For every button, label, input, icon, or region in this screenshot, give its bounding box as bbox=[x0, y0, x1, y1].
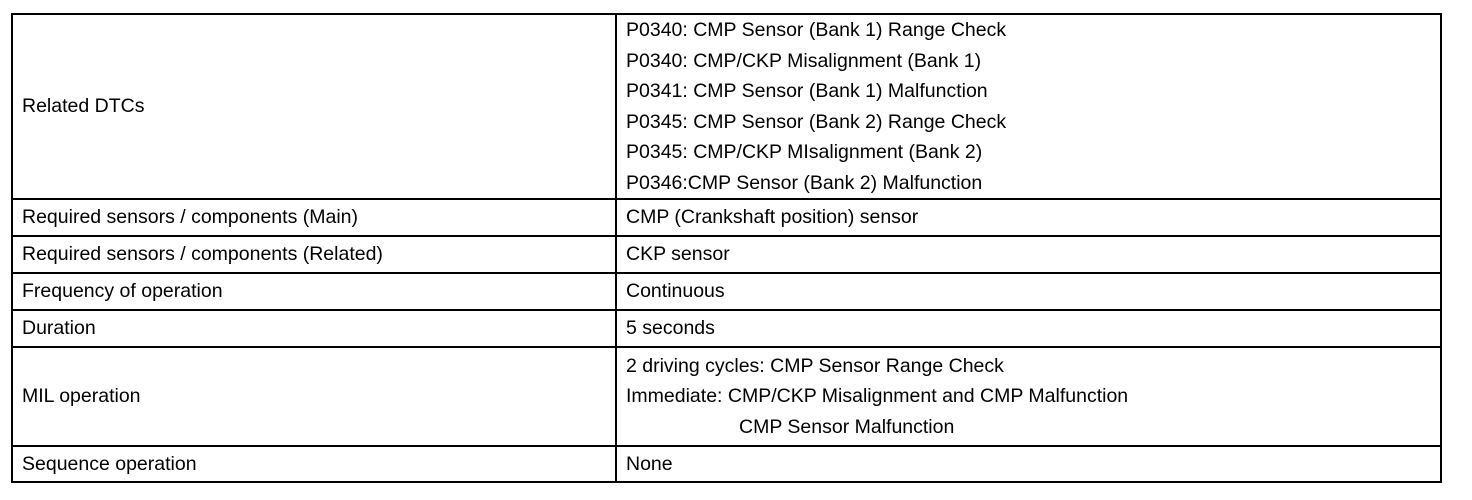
dtc-item: P0340: CMP/CKP Misalignment (Bank 1) bbox=[626, 49, 982, 72]
value-cell-sequence bbox=[616, 446, 1441, 482]
mil-operation-label: MIL operation bbox=[22, 385, 141, 407]
sensors-main-label: Required sensors / components (Main) bbox=[22, 206, 358, 228]
duration-label: Duration bbox=[22, 317, 96, 339]
label-cell-sensors-main bbox=[12, 199, 616, 236]
table-row-sensors-related bbox=[12, 236, 1441, 273]
label-cell-sequence bbox=[12, 446, 616, 482]
value-cell-mil-operation bbox=[616, 347, 1441, 446]
dtc-item: P0341: CMP Sensor (Bank 1) Malfunction bbox=[626, 80, 988, 102]
table-row-sequence bbox=[12, 446, 1441, 482]
table-row-sensors-main bbox=[12, 199, 1441, 236]
label-cell-sensors-related bbox=[12, 236, 616, 273]
mil-item: Immediate: CMP/CKP Misalignment and CMP Malfunction bbox=[626, 385, 1129, 408]
sequence-value: None bbox=[626, 452, 673, 475]
label-cell-frequency bbox=[12, 273, 616, 310]
dtc-item: P0345: CMP Sensor (Bank 2) Range Check bbox=[626, 110, 1007, 133]
sensors-main-value: CMP (Crankshaft position) sensor bbox=[626, 206, 919, 228]
table-row-related-dtcs bbox=[12, 14, 1441, 199]
dtc-item: P0345: CMP/CKP MIsalignment (Bank 2) bbox=[626, 141, 983, 163]
value-cell-related-dtcs bbox=[616, 14, 1441, 199]
duration-value: 5 seconds bbox=[626, 317, 715, 339]
value-cell-duration bbox=[616, 310, 1441, 347]
label-cell-related-dtcs bbox=[12, 14, 616, 199]
table-row-duration bbox=[12, 310, 1441, 347]
mil-item: CMP Sensor Malfunction bbox=[739, 415, 955, 438]
frequency-label: Frequency of operation bbox=[22, 280, 223, 302]
sensors-related-label: Required sensors / components (Related) bbox=[22, 243, 383, 265]
table-row-frequency bbox=[12, 273, 1441, 310]
related-dtcs-label: Related DTCs bbox=[22, 95, 145, 117]
monitor-spec-table bbox=[11, 13, 1442, 483]
dtc-item: P0346:CMP Sensor (Bank 2) Malfunction bbox=[626, 171, 983, 194]
label-cell-duration bbox=[12, 310, 616, 347]
dtc-item: P0340: CMP Sensor (Bank 1) Range Check bbox=[626, 19, 1007, 41]
frequency-value: Continuous bbox=[626, 280, 725, 302]
value-cell-frequency bbox=[616, 273, 1441, 310]
value-cell-sensors-related bbox=[616, 236, 1441, 273]
label-cell-mil-operation bbox=[12, 347, 616, 446]
table-row-mil-operation bbox=[12, 347, 1441, 446]
mil-item: 2 driving cycles: CMP Sensor Range Check bbox=[626, 354, 1004, 377]
sensors-related-value: CKP sensor bbox=[626, 243, 730, 265]
value-cell-sensors-main bbox=[616, 199, 1441, 236]
sequence-label: Sequence operation bbox=[22, 452, 197, 475]
